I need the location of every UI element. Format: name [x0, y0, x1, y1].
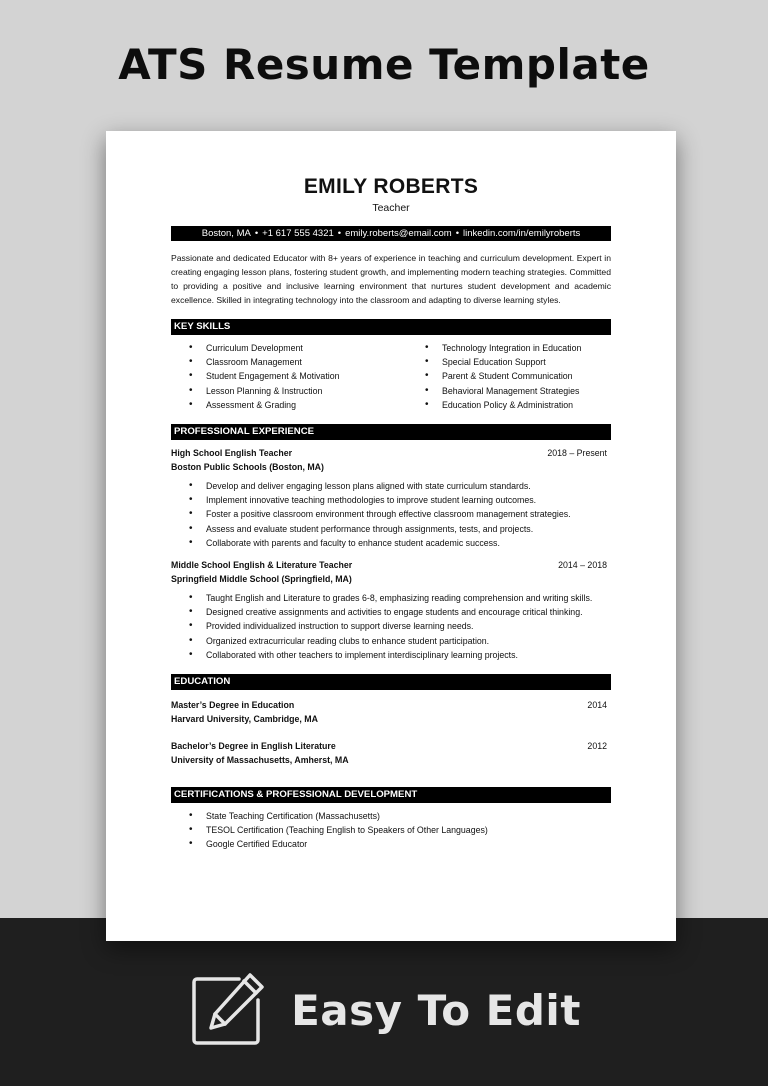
education-school: Harvard University, Cambridge, MA — [171, 714, 318, 725]
skill-item: • Education Policy & Administration — [425, 398, 581, 412]
job-bullets — [171, 479, 611, 550]
job-organization: Springfield Middle School (Springfield, MA) — [171, 574, 352, 585]
contact-separator: • — [254, 228, 259, 239]
footer-edit — [0, 960, 768, 1060]
resume-role: Teacher — [372, 202, 410, 214]
job-bullet: • Foster a positive classroom environment through effective classroom management strategies. — [189, 507, 611, 521]
education-year: 2014 — [587, 700, 607, 711]
section-heading-skills: KEY SKILLS — [171, 319, 611, 335]
skill-item: • Assessment & Grading — [189, 398, 407, 412]
contact-separator: • — [455, 228, 460, 239]
job-entry — [171, 446, 611, 550]
banner-title: ATS Resume Template — [118, 40, 650, 89]
section-heading-education: EDUCATION — [171, 674, 611, 690]
job-bullet: • Taught English and Literature to grades 6-8, emphasizing reading comprehension and writing skills. — [189, 591, 611, 605]
certification-item: • State Teaching Certification (Massachusetts) — [189, 809, 611, 823]
edit-pencil-icon — [187, 970, 267, 1050]
skill-item: • Special Education Support — [425, 355, 581, 369]
contact-location: Boston, MA — [201, 228, 251, 239]
job-bullet: • Provided individualized instruction to support diverse learning needs. — [189, 619, 611, 633]
job-bullet: • Develop and deliver engaging lesson plans aligned with state curriculum standards. — [189, 479, 611, 493]
certification-item: • Google Certified Educator — [189, 837, 611, 851]
skill-item: • Lesson Planning & Instruction — [189, 384, 407, 398]
skill-item: • Technology Integration in Education — [425, 341, 581, 355]
job-bullet: • Designed creative assignments and activities to engage students and encourage critical thinking. — [189, 605, 611, 619]
job-entry — [171, 558, 611, 662]
job-title: High School English Teacher — [171, 448, 293, 459]
skills-list — [171, 341, 611, 412]
contact-linkedin: linkedin.com/in/emilyroberts — [463, 228, 581, 239]
skill-item: • Classroom Management — [189, 355, 407, 369]
education-year: 2012 — [587, 741, 607, 752]
summary-paragraph: Passionate and dedicated Educator with 8+ years of experience in teaching and curriculum development. Expert in creating engaging lesson plans, fostering student growth, and implementing modern teaching strategies. Committed to providing a positive and inclusive learning environment that nurtures student development and academic excellence. Skilled in integrating technology into the classroom and adapting to diverse learning styles. — [171, 253, 611, 305]
job-dates: 2018 – Present — [547, 448, 607, 459]
skill-item: • Behavioral Management Strategies — [425, 384, 581, 398]
education-entry — [171, 739, 611, 767]
education-degree: Bachelor’s Degree in English Literature — [171, 741, 336, 752]
job-title: Middle School English & Literature Teacher — [171, 560, 353, 571]
certifications-list — [171, 809, 611, 852]
contact-bar — [171, 226, 611, 241]
job-bullet: • Collaborate with parents and faculty to enhance student academic success. — [189, 536, 611, 550]
job-dates: 2014 – 2018 — [558, 560, 607, 571]
skills-column-left — [171, 341, 407, 412]
skill-item: • Parent & Student Communication — [425, 369, 581, 383]
contact-phone: +1 617 555 4321 — [262, 228, 334, 239]
job-bullet: • Organized extracurricular reading clubs to enhance student participation. — [189, 634, 611, 648]
job-bullets — [171, 591, 611, 662]
job-bullet: • Implement innovative teaching methodologies to improve student learning outcomes. — [189, 493, 611, 507]
job-bullet: • Collaborated with other teachers to implement interdisciplinary learning projects. — [189, 648, 611, 662]
section-heading-experience: PROFESSIONAL EXPERIENCE — [171, 424, 611, 440]
section-heading-certifications: CERTIFICATIONS & PROFESSIONAL DEVELOPMENT — [171, 787, 611, 803]
certification-item: • TESOL Certification (Teaching English to Speakers of Other Languages) — [189, 823, 611, 837]
resume-page — [106, 131, 676, 941]
skill-item: • Curriculum Development — [189, 341, 407, 355]
contact-separator: • — [337, 228, 342, 239]
education-degree: Master’s Degree in Education — [171, 700, 295, 711]
resume-name: EMILY ROBERTS — [303, 175, 479, 198]
job-organization: Boston Public Schools (Boston, MA) — [171, 462, 324, 473]
skills-column-right — [407, 341, 581, 412]
footer-label: Easy To Edit — [291, 985, 581, 1035]
contact-email: emily.roberts@email.com — [345, 228, 452, 239]
job-bullet: • Assess and evaluate student performance through assignments, tests, and projects. — [189, 522, 611, 536]
education-school: University of Massachusetts, Amherst, MA — [171, 755, 349, 766]
skill-item: • Student Engagement & Motivation — [189, 369, 407, 383]
education-entry — [171, 698, 611, 726]
